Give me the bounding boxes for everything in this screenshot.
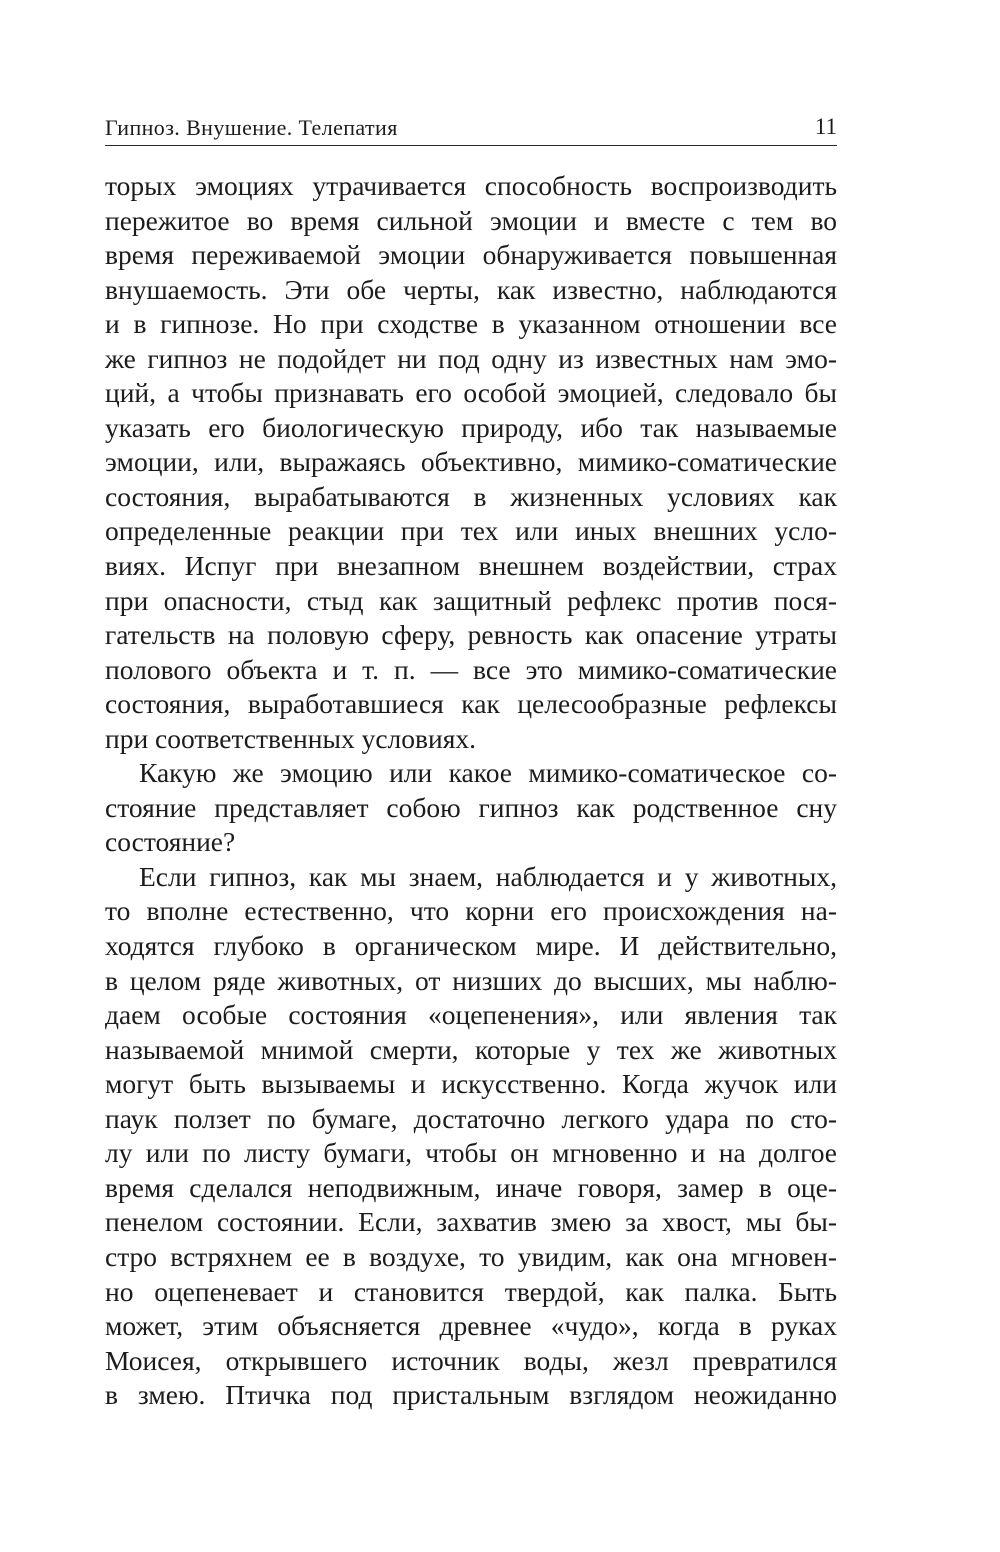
text-line: гательств на половую сферу, ревность как опасение утраты xyxy=(105,619,837,651)
text-line: внушаемость. Эти обе черты, как известно, наблюдаются xyxy=(105,273,837,305)
running-header-title: Гипноз. Внушение. Телепатия xyxy=(105,115,398,140)
text-line: Если гипноз, как мы знаем, наблюдается и у животных, xyxy=(139,860,837,892)
text-line: при соответственных условиях. xyxy=(105,722,476,754)
text-line: называемой мнимой смерти, которые у тех же животных xyxy=(105,1033,837,1065)
text-line: стро встряхнем ее в воздухе, то увидим, как она мгновен- xyxy=(105,1240,837,1272)
text-line: Моисея, открывшего источник воды, жезл превратился xyxy=(105,1344,837,1376)
text-line: и в гипнозе. Но при сходстве в указанном отношении все xyxy=(105,308,837,340)
text-line: пережитое во время сильной эмоции и вместе с тем во xyxy=(105,204,837,236)
text-line: при опасности, стыд как защитный рефлекс против пося- xyxy=(105,584,837,616)
text-line: в змею. Птичка под пристальным взглядом неожиданно xyxy=(105,1379,837,1411)
text-line: даем особые состояния «оцепенения», или явления так xyxy=(105,999,837,1031)
text-line: время сделался неподвижным, иначе говоря, замер в оце- xyxy=(105,1171,837,1203)
text-line: в целом ряде животных, от низших до высших, мы наблю- xyxy=(105,964,837,996)
text-line: виях. Испуг при внезапном внешнем воздействии, страх xyxy=(105,550,837,582)
running-header xyxy=(105,113,837,146)
text-line: может, этим объясняется древнее «чудо», когда в руках xyxy=(105,1310,837,1342)
text-line: эмоции, или, выражаясь объективно, мимико-соматические xyxy=(105,446,837,478)
text-line: полового объекта и т. п. — все это мимико-соматические xyxy=(105,653,837,685)
text-line: состояния, выработавшиеся как целесообразные рефлексы xyxy=(105,688,837,720)
text-line: могут быть вызываемы и искусственно. Когда жучок или xyxy=(105,1068,837,1100)
text-line: стояние представляет собою гипноз как родственное сну xyxy=(105,791,837,823)
text-line: время переживаемой эмоции обнаруживается повышенная xyxy=(105,239,837,271)
page-number: 11 xyxy=(814,114,837,139)
body-text xyxy=(105,169,837,1413)
text-line: состояния, вырабатываются в жизненных условиях как xyxy=(105,480,837,512)
text-line: ходятся глубоко в органическом мире. И действительно, xyxy=(105,930,837,962)
text-line: указать его биологическую природу, ибо так называемые xyxy=(105,411,837,443)
text-line: то вполне естественно, что корни его происхождения на- xyxy=(105,895,837,927)
text-line: же гипноз не подойдет ни под одну из известных нам эмо- xyxy=(105,342,837,374)
text-line: определенные реакции при тех или иных внешних усло- xyxy=(105,515,837,547)
text-line: торых эмоциях утрачивается способность воспроизводить xyxy=(105,170,837,201)
text-line: но оцепеневает и становится твердой, как палка. Быть xyxy=(105,1275,837,1307)
text-line: Какую же эмоцию или какое мимико-соматическое со- xyxy=(139,757,837,789)
text-line: паук ползет по бумаге, достаточно легкого удара по сто- xyxy=(105,1102,837,1134)
text-line: лу или по листу бумаги, чтобы он мгновенно и на долгое xyxy=(105,1137,837,1169)
text-line: ций, а чтобы признавать его особой эмоцией, следовало бы xyxy=(105,377,837,409)
text-line: состояние? xyxy=(105,826,236,858)
text-line: пенелом состоянии. Если, захватив змею за хвост, мы бы- xyxy=(105,1206,837,1238)
